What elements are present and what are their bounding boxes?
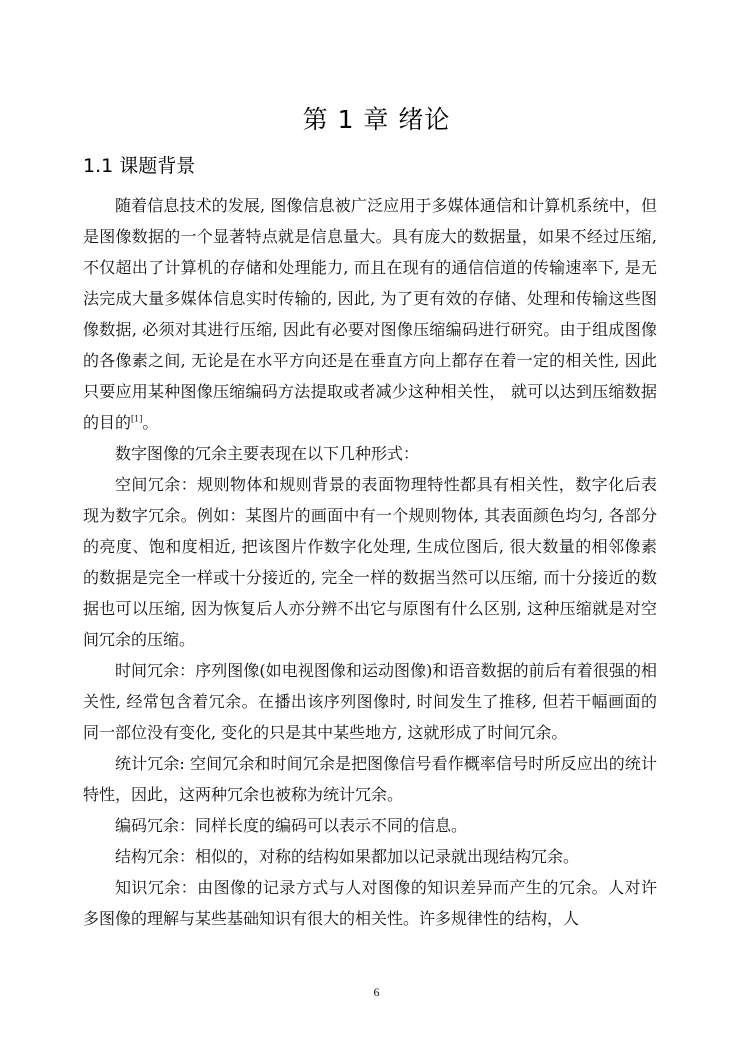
paragraph-text: 随着信息技术的发展, 图像信息被广泛应用于多媒体通信和计算机系统中，但是图像数据的一个显著特点就是信息量大。具有庞大的数据量，如果不经过压缩, 不仅超出了计算机的存储和处理能力, 而且在现有的通信信道的传输速率下, 是无法完成大量多媒体信息实时传输的, 因此, 为了更有效的存储、处理和传输这些图像数据, 必须对其进行压缩, 因此有必要对图像压缩编码进行研究。由于组成图像的各像素之间, 无论是在水平方向还是在垂直方向上都存在着一定的相关性, 因此只要应用某种图像压缩编码方法提取或者减少这种相关性， 就可以达到压缩数据的目的 [83, 196, 657, 432]
section-heading: 1.1 课题背景 [83, 155, 196, 177]
paragraph-knowledge-redundancy: 知识冗余：由图像的记录方式与人对图像的知识差异而产生的冗余。人对许多图像的理解与某些基础知识有很大的相关性。许多规律性的结构，人 [83, 878, 657, 928]
citation-marker: [1] [131, 414, 143, 424]
paragraph-statistical-redundancy: 统计冗余: 空间冗余和时间冗余是把图像信号看作概率信号时所反应出的统计特性，因此，这两种冗余也被称为统计冗余。 [83, 754, 657, 804]
page-number: 6 [373, 985, 380, 999]
paragraph-background [83, 190, 657, 438]
paragraph-temporal-redundancy: 时间冗余：序列图像(如电视图像和运动图像)和语音数据的前后有着很强的相关性, 经常包含着冗余。在播出该序列图像时, 时间发生了推移, 但若干幅画面的同一部位没有变化, 变化的只是其中某些地方, 这就形成了时间冗余。 [83, 661, 657, 742]
paragraph-spatial-redundancy: 空间冗余：规则物体和规则背景的表面物理特性都具有相关性，数字化后表现为数字冗余。例如：某图片的画面中有一个规则物体, 其表面颜色均匀, 各部分的亮度、饱和度相近, 把该图片作数字化处理, 生成位图后, 很大数量的相邻像素的数据是完全一样或十分接近的, 完全一样的数据当然可以压缩, 而十分接近的数据也可以压缩, 因为恢复后人亦分辨不出它与原图有什么区别, 这种压缩就是对空间冗余的压缩。 [83, 475, 657, 649]
body-text [83, 190, 657, 934]
paragraph-structural-redundancy: 结构冗余：相似的，对称的结构如果都加以记录就出现结构冗余。 [115, 847, 580, 866]
paragraph-redundancy-intro: 数字图像的冗余主要表现在以下几种形式： [115, 444, 420, 463]
paragraph-coding-redundancy: 编码冗余：同样长度的编码可以表示不同的信息。 [115, 816, 468, 835]
chapter-title: 第 1 章 绪论 [302, 105, 451, 134]
paragraph-tail: 。 [142, 413, 159, 432]
